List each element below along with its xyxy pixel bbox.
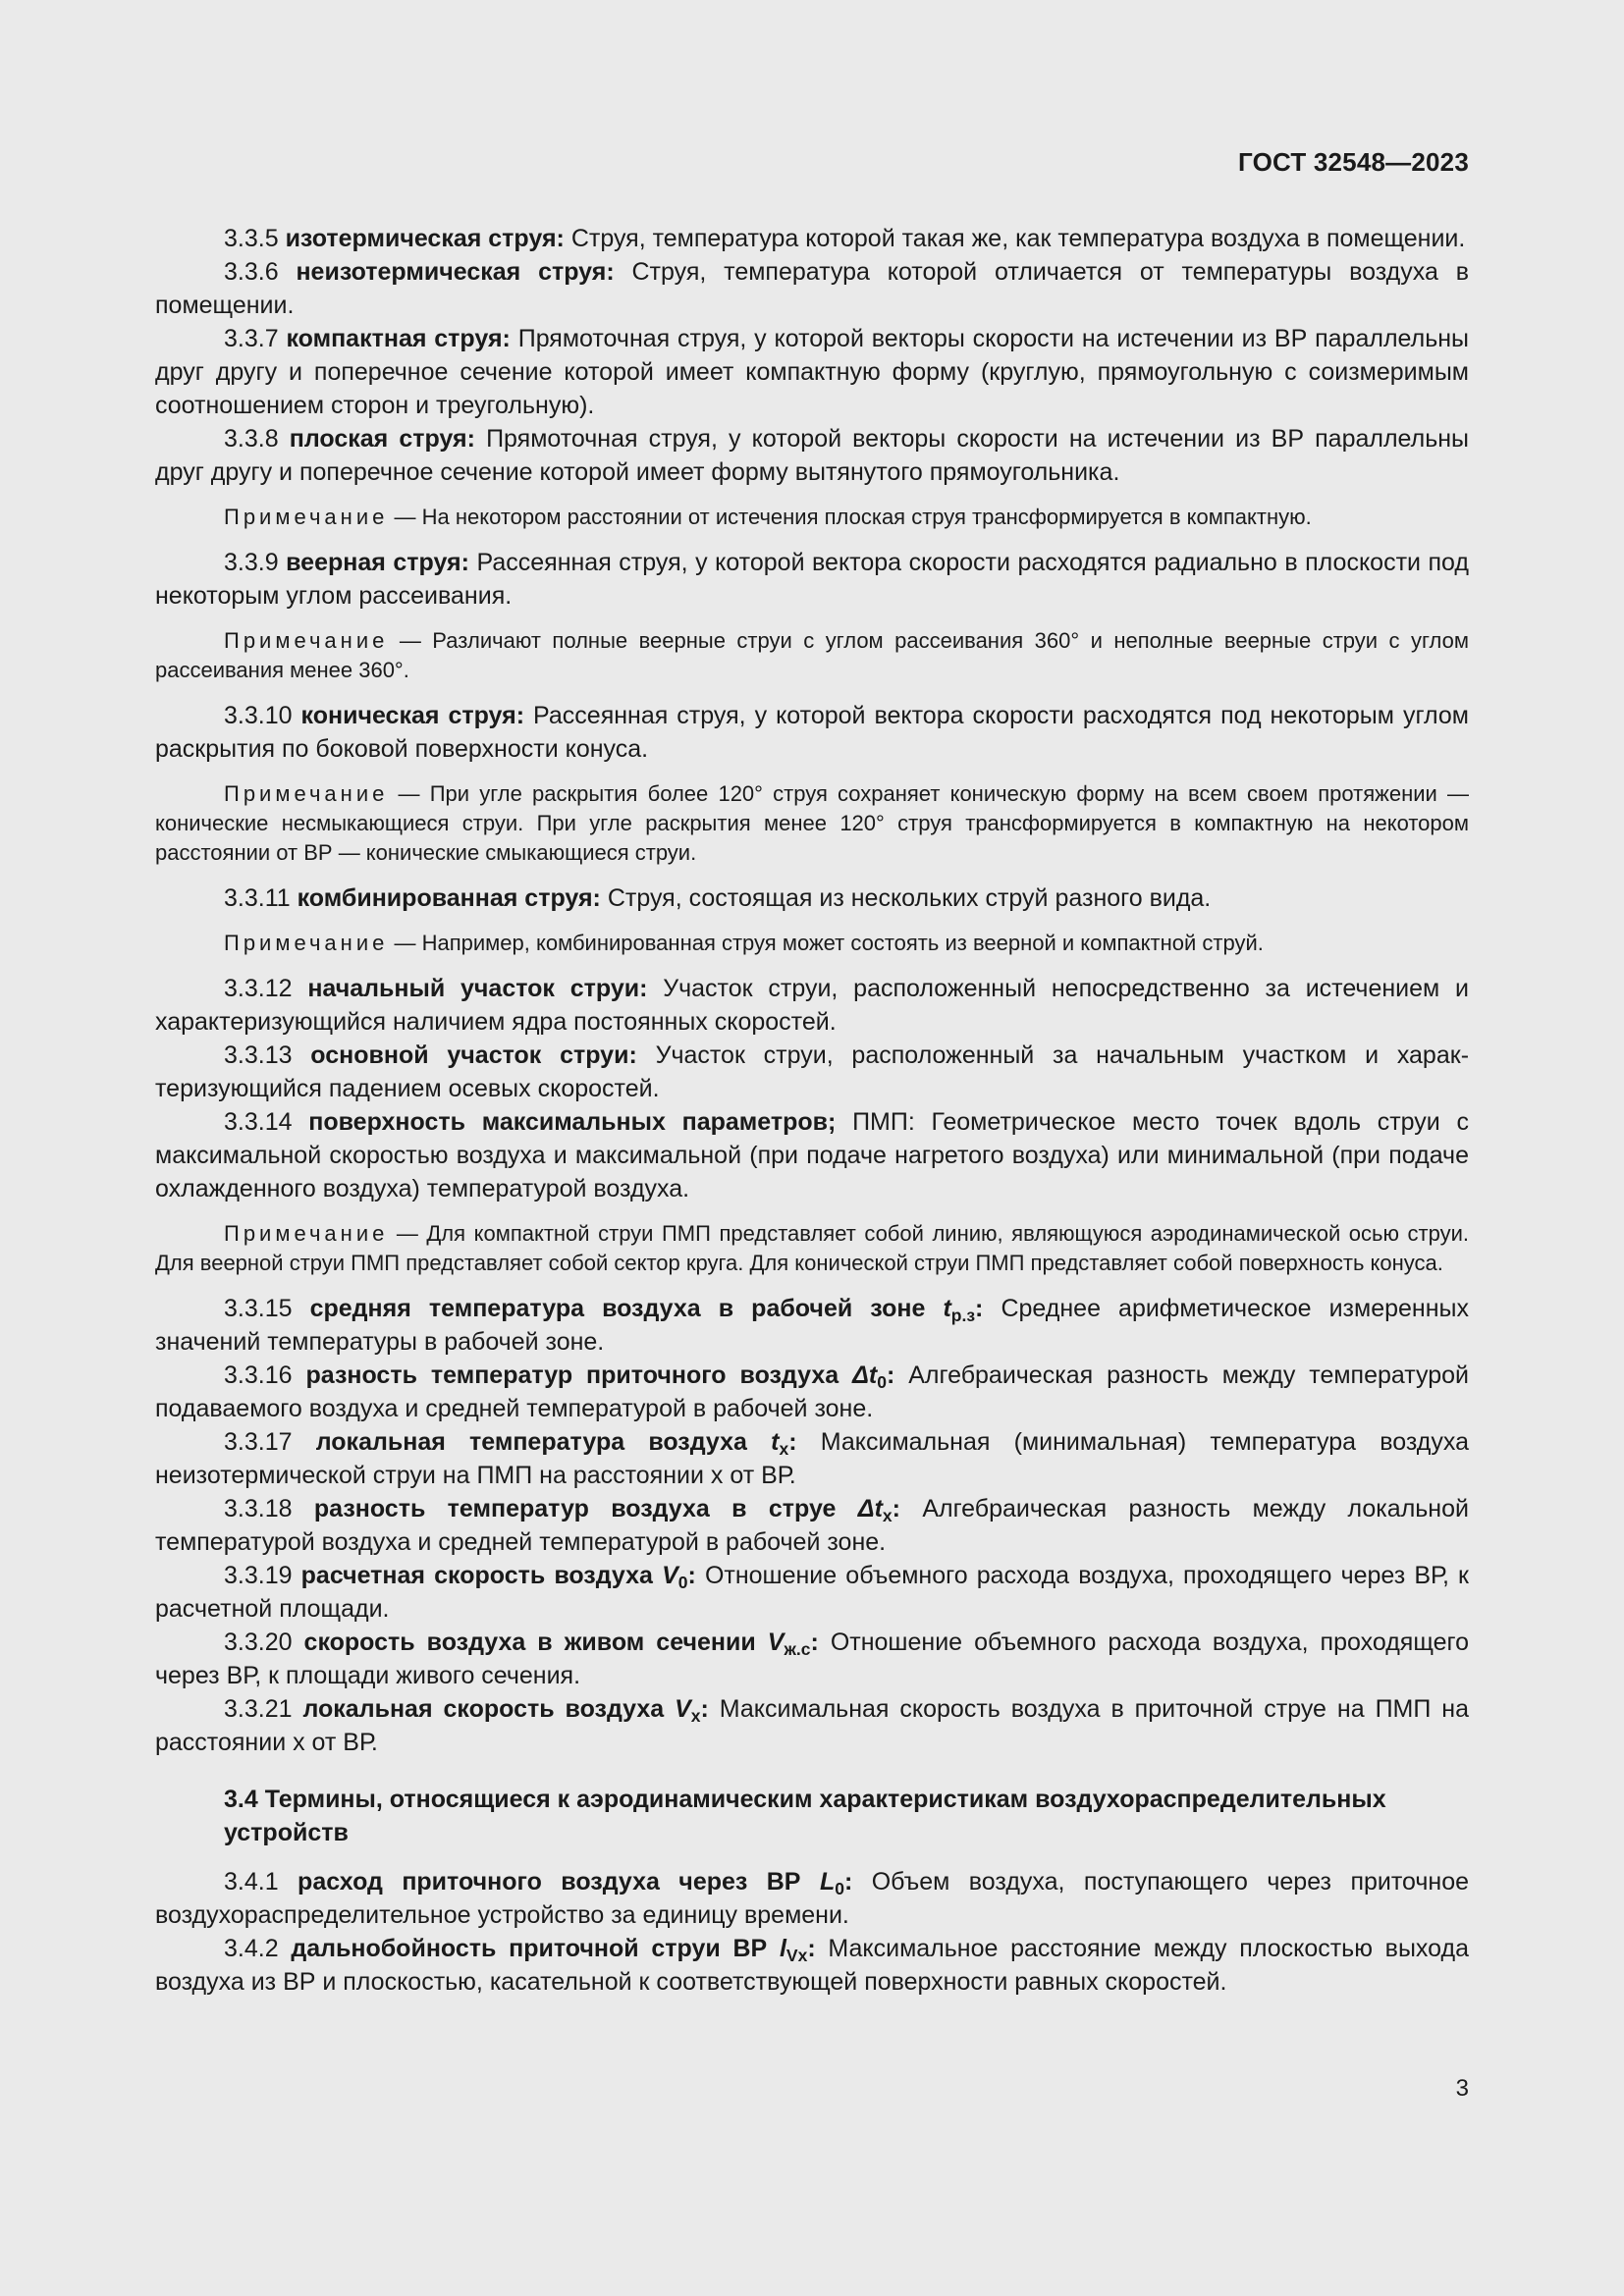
symbol-letter: V — [675, 1695, 691, 1723]
definition-text: Прямоточная струя, у которой векторы скорости на истечении из ВР параллельны друг другу и поперечное сечение которой имеет форму вытянутого прямоугольника. — [155, 425, 1470, 486]
definition-text: Рассеянная струя, у которой вектора скорости расходятся под некоторым углом раскрытия по боковой поверхности конуса. — [155, 702, 1469, 763]
clause-number: 3.4.2 — [224, 1935, 279, 1962]
clause-number: 3.3.8 — [224, 425, 279, 453]
section-heading: 3.4 Термины, относящиеся к аэродинамическим характеристикам воздухораспределительных устройств — [224, 1786, 1386, 1846]
note-paragraph — [155, 929, 1469, 958]
term-colon: : — [788, 1428, 797, 1456]
note-text: — На некотором расстоянии от истечения плоская струя трансформируется в компактную. — [394, 505, 1312, 529]
clause-number: 3.3.6 — [224, 258, 279, 286]
term-name: изотермическая струя: — [285, 225, 565, 252]
term-definition — [155, 1425, 1469, 1492]
definition-text: Прямоточная струя, у которой векторы скорости на истечении из ВР параллельны друг другу и поперечное сечение которой имеет компактную форму (круглую, прямоугольную с соизмеримым соотношением сторон и треугольную). — [155, 325, 1469, 419]
symbol-subscript: 0 — [877, 1372, 887, 1392]
clause-number: 3.3.12 — [224, 975, 293, 1002]
clause-number: 3.3.13 — [224, 1041, 293, 1069]
term-name: скорость воздуха в живом сечении — [303, 1629, 756, 1656]
definition-text: Участок струи, расположенный за начальным участком и характеризующийся падением осевых скоростей. — [155, 1041, 1470, 1102]
symbol-subscript: 0 — [677, 1573, 688, 1592]
clause-number: 3.3.11 — [224, 884, 291, 912]
term-name: поверхность максимальных параметров; — [308, 1108, 837, 1136]
clause-number: 3.3.10 — [224, 702, 293, 729]
term-colon: : — [687, 1562, 696, 1589]
clause-number: 3.3.20 — [224, 1629, 293, 1656]
definition-text: Струя, температура которой такая же, как температура воздуха в помещении. — [570, 225, 1466, 252]
term-definition — [155, 255, 1469, 322]
term-name: расход приточного воздуха через ВР — [298, 1868, 801, 1896]
term-symbol — [820, 1868, 852, 1896]
definition-text: Струя, температура которой отличается от температуры воздуха в помещении. — [155, 258, 1469, 319]
term-name: локальная скорость воздуха — [302, 1695, 665, 1723]
symbol-subscript: x — [882, 1506, 893, 1525]
term-definition — [155, 1692, 1469, 1759]
term-name: локальная температура воздуха — [315, 1428, 747, 1456]
term-name: коническая струя: — [300, 702, 525, 729]
term-name: основной участок струи: — [310, 1041, 637, 1069]
note-label: Примечание — [224, 1221, 389, 1246]
term-definition — [155, 972, 1469, 1039]
term-definition — [155, 1559, 1469, 1626]
term-definition — [155, 1626, 1469, 1692]
definition-text: Отношение объемного расхода воздуха, проходящего через ВР, к площади живого сечения. — [155, 1629, 1469, 1689]
definition-text: Максимальная (минимальная) температура воздуха неизотермической струи на ПМП на расстоянии x от ВР. — [155, 1428, 1470, 1489]
symbol-subscript: р.з — [950, 1306, 976, 1325]
term-symbol — [943, 1295, 984, 1325]
term-definition — [155, 1932, 1469, 1999]
term-definition — [155, 1865, 1469, 1932]
term-symbol — [771, 1428, 797, 1459]
symbol-letter: V — [767, 1629, 785, 1656]
term-symbol — [857, 1495, 900, 1525]
term-colon: : — [700, 1695, 709, 1723]
symbol-letter: l — [779, 1935, 786, 1962]
clause-number: 3.3.14 — [224, 1108, 293, 1136]
clause-number: 3.4.1 — [224, 1868, 279, 1896]
term-definition — [155, 1359, 1469, 1425]
clause-number: 3.3.17 — [224, 1428, 293, 1456]
note-label: Примечание — [224, 781, 389, 806]
symbol-letter: t — [771, 1428, 780, 1456]
definition-text: Объем воздуха, поступающего через приточное воздухораспределительное устройство за единицу времени. — [155, 1868, 1470, 1929]
note-label: Примечание — [224, 505, 389, 529]
symbol-subscript: x — [779, 1439, 789, 1459]
symbol-letter: t — [943, 1295, 951, 1322]
term-colon: : — [807, 1935, 816, 1962]
definition-text: Отношение объемного расхода воздуха, проходящего через ВР, к расчетной площади. — [155, 1562, 1469, 1623]
term-symbol — [779, 1935, 816, 1965]
term-name: плоская струя: — [289, 425, 475, 453]
document-body — [155, 222, 1469, 1999]
term-definition — [155, 322, 1469, 422]
definition-text: Среднее арифметическое измеренных значений температуры в рабочей зоне. — [155, 1295, 1469, 1356]
symbol-subscript: ж.с — [784, 1639, 811, 1659]
term-definition — [155, 546, 1469, 613]
definition-text: Струя, состоящая из нескольких струй разного вида. — [607, 884, 1212, 912]
term-name: компактная струя: — [286, 325, 511, 352]
clause-number: 3.3.9 — [224, 549, 279, 576]
clause-number: 3.3.7 — [224, 325, 279, 352]
clause-number: 3.3.21 — [224, 1695, 293, 1723]
note-paragraph — [155, 779, 1469, 868]
symbol-letter: Δt — [852, 1362, 878, 1389]
symbol-letter: L — [819, 1868, 836, 1896]
term-name: разность температур воздуха в струе — [313, 1495, 837, 1522]
note-text: — Различают полные веерные струи с углом рассеивания 360° и неполные веерные струи с углом рассеивания менее 360°. — [155, 628, 1469, 682]
term-name: дальнобойность приточной струи ВР — [291, 1935, 768, 1962]
symbol-subscript: 0 — [835, 1879, 844, 1898]
note-paragraph — [155, 503, 1469, 532]
note-paragraph — [155, 626, 1469, 685]
page-number: 3 — [1455, 2075, 1469, 2102]
term-definition — [155, 881, 1469, 915]
note-paragraph — [155, 1219, 1469, 1278]
term-definition — [155, 1292, 1469, 1359]
definition-text: Алгебраическая разность между локальной температурой воздуха и средней температурой в рабочей зоне. — [155, 1495, 1469, 1556]
clause-number: 3.3.16 — [224, 1362, 293, 1389]
symbol-letter: V — [662, 1562, 678, 1589]
clause-number: 3.3.19 — [224, 1562, 293, 1589]
term-name: веерная струя: — [286, 549, 469, 576]
definition-text: Алгебраическая разность между температурой подаваемого воздуха и средней температурой в рабочей зоне. — [155, 1362, 1469, 1422]
term-definition — [155, 422, 1469, 489]
term-colon: : — [886, 1362, 895, 1389]
term-definition — [155, 222, 1469, 255]
term-name: расчетная скорость воздуха — [300, 1562, 653, 1589]
clause-number: 3.3.18 — [224, 1495, 293, 1522]
clause-number: 3.3.15 — [224, 1295, 293, 1322]
term-name: средняя температура воздуха в рабочей зоне — [309, 1295, 926, 1322]
term-symbol — [767, 1629, 819, 1659]
note-text: — При угле раскрытия более 120° струя сохраняет коническую форму на всем своем протяжении — конические несмыкающиеся струи. При угле раскрытия менее 120° струя трансформируется в компактную на некотором расстоянии от ВР — конические смыкающиеся струи. — [155, 781, 1469, 865]
clause-number: 3.3.5 — [224, 225, 279, 252]
term-colon: : — [975, 1295, 984, 1322]
term-colon: : — [810, 1629, 819, 1656]
definition-text: Максимальное расстояние между плоскостью выхода воздуха из ВР и плоскостью, касательной к соответствующей поверхности равных скоростей. — [155, 1935, 1469, 1996]
definition-text: ПМП: Геометрическое место точек вдоль струи с максимальной скоростью воздуха и максимальной (при подаче нагретого воздуха) или минимальной (при подаче охлажденного воздуха) температурой воздуха. — [155, 1108, 1469, 1202]
term-symbol — [662, 1562, 696, 1592]
note-text: — Например, комбинированная струя может состоять из веерной и компактной струй. — [394, 931, 1264, 955]
definition-text: Рассеянная струя, у которой вектора скорости расходятся радиально в плоскости под некоторым углом рассеивания. — [155, 549, 1469, 610]
term-definition — [155, 1492, 1469, 1559]
term-name: разность температур приточного воздуха — [305, 1362, 839, 1389]
term-definition — [155, 699, 1469, 766]
term-definition — [155, 1039, 1469, 1105]
note-label: Примечание — [224, 931, 389, 955]
term-definition — [155, 1105, 1469, 1205]
term-symbol — [852, 1362, 895, 1392]
symbol-letter: Δt — [857, 1495, 883, 1522]
symbol-subscript: x — [690, 1706, 701, 1726]
definition-text: Участок струи, расположенный непосредственно за истечением и характеризующийся наличием ядра постоянных скоростей. — [155, 975, 1469, 1036]
term-colon: : — [892, 1495, 900, 1522]
term-name: комбинированная струя: — [297, 884, 601, 912]
term-name: начальный участок струи: — [307, 975, 648, 1002]
note-text: — Для компактной струи ПМП представляет собой линию, являющуюся аэродинамической осью струи. Для веерной струи ПМП представляет собой сектор круга. Для конической струи ПМП представляет собой поверхность конуса. — [155, 1221, 1469, 1275]
document-header-id: ГОСТ 32548—2023 — [1238, 147, 1469, 177]
note-label: Примечание — [224, 628, 389, 653]
term-colon: : — [843, 1868, 853, 1896]
definition-text: Максимальная скорость воздуха в приточной струе на ПМП на расстоянии x от ВР. — [155, 1695, 1469, 1756]
term-name: неизотермическая струя: — [296, 258, 615, 286]
symbol-subscript: Vx — [785, 1946, 808, 1965]
term-symbol — [675, 1695, 709, 1726]
